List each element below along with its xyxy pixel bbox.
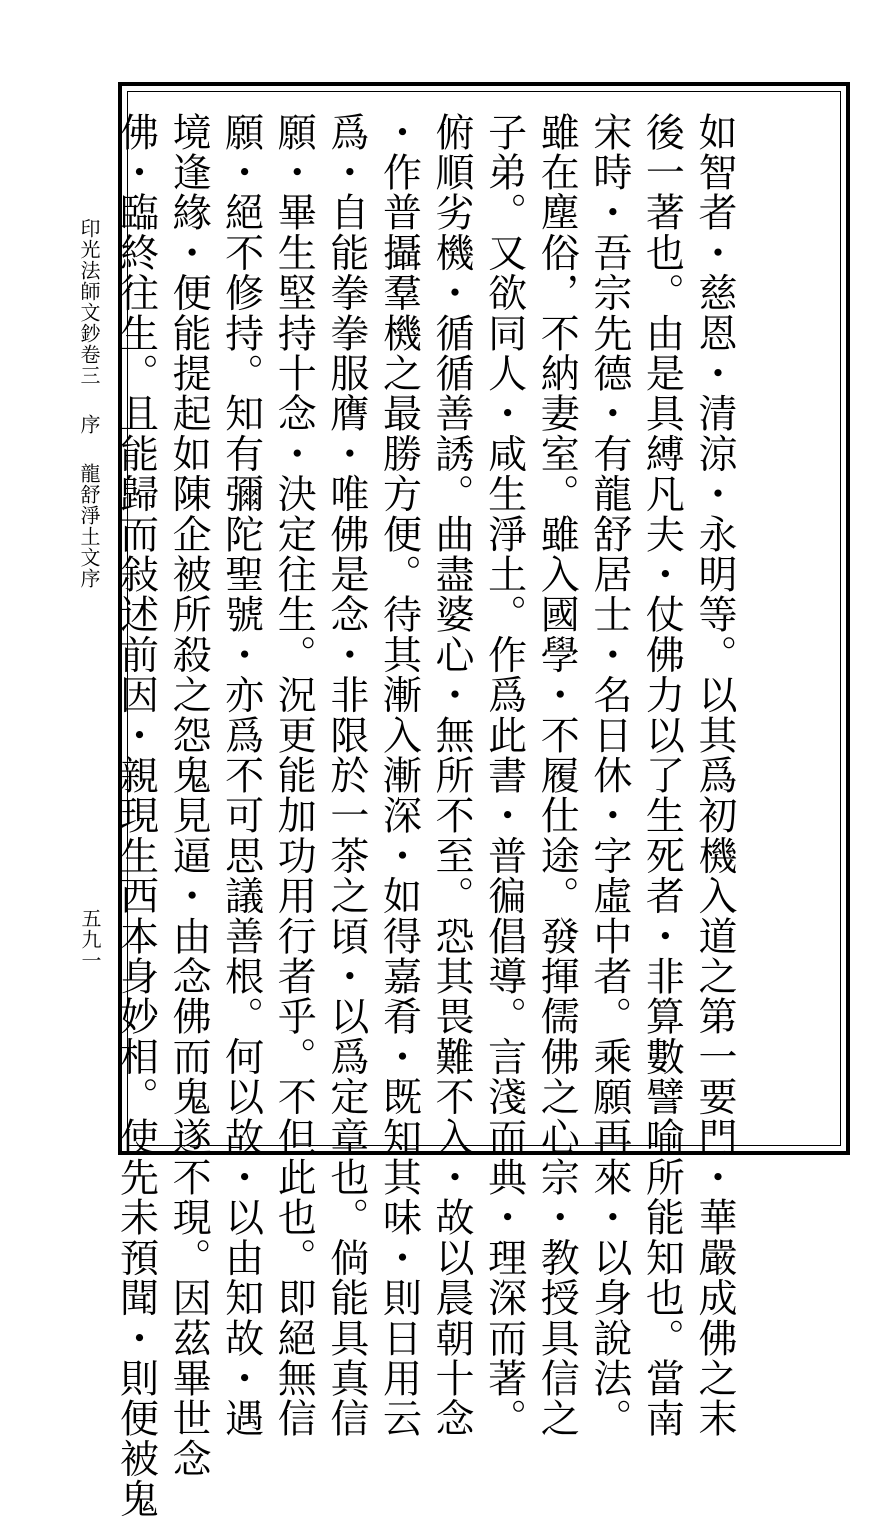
book-title: 印光法師文鈔卷三 (77, 218, 101, 386)
text-column: 境逢緣・便能提起如陳企被所殺之怨鬼見逼・由念佛而鬼遂不現。因茲畢世念 (166, 112, 212, 1479)
text-column: 俯順劣機・循循善誘。曲盡婆心・無所不至。恐其畏難不入・故以晨朝十念 (429, 112, 475, 1439)
chapter-title: 龍舒淨土文序 (77, 463, 101, 589)
text-column: 後一著也。由是具縛凡夫・仗佛力以了生死者・非算數譬喻所能知也。當南 (639, 112, 685, 1439)
text-column: 宋時・吾宗先德・有龍舒居士・名日休・字虛中者。乘願再來・以身說法。 (586, 112, 632, 1439)
text-column: 佛・臨終往生。且能歸而敍述前因・親現生西本身妙相。使先未預聞・則便被鬼 (113, 112, 159, 1519)
section-label: 序 (77, 414, 101, 435)
text-column: 如智者・慈恩・清涼・永明等。以其爲初機入道之第一要門・華嚴成佛之末 (692, 112, 737, 1439)
text-column: 子弟。又欲同人・咸生淨土。作爲此書・普徧倡導。言淺而典・理深而著。 (481, 112, 527, 1439)
text-column: 雖在塵俗，不納妻室。雖入國學・不履仕途。發揮儒佛之心宗・教授具信之 (534, 112, 580, 1439)
text-column: ・作普攝羣機之最勝方便。待其漸入漸深・如得嘉肴・既知其味・則日用云 (376, 112, 422, 1439)
page-number: 五九一 (78, 908, 102, 971)
text-column: 願・畢生堅持十念・決定往生。況更能加功用行者乎。不但此也。即絕無信 (271, 112, 317, 1439)
running-head (76, 218, 102, 1118)
text-column: 願・絕不修持。知有彌陀聖號・亦爲不可思議善根。何以故・以由知故・遇 (218, 112, 264, 1439)
main-text (113, 112, 740, 1519)
text-column: 爲・自能拳拳服膺・唯佛是念・非限於一茶之頃・以爲定章也。倘能具真信 (323, 112, 369, 1439)
